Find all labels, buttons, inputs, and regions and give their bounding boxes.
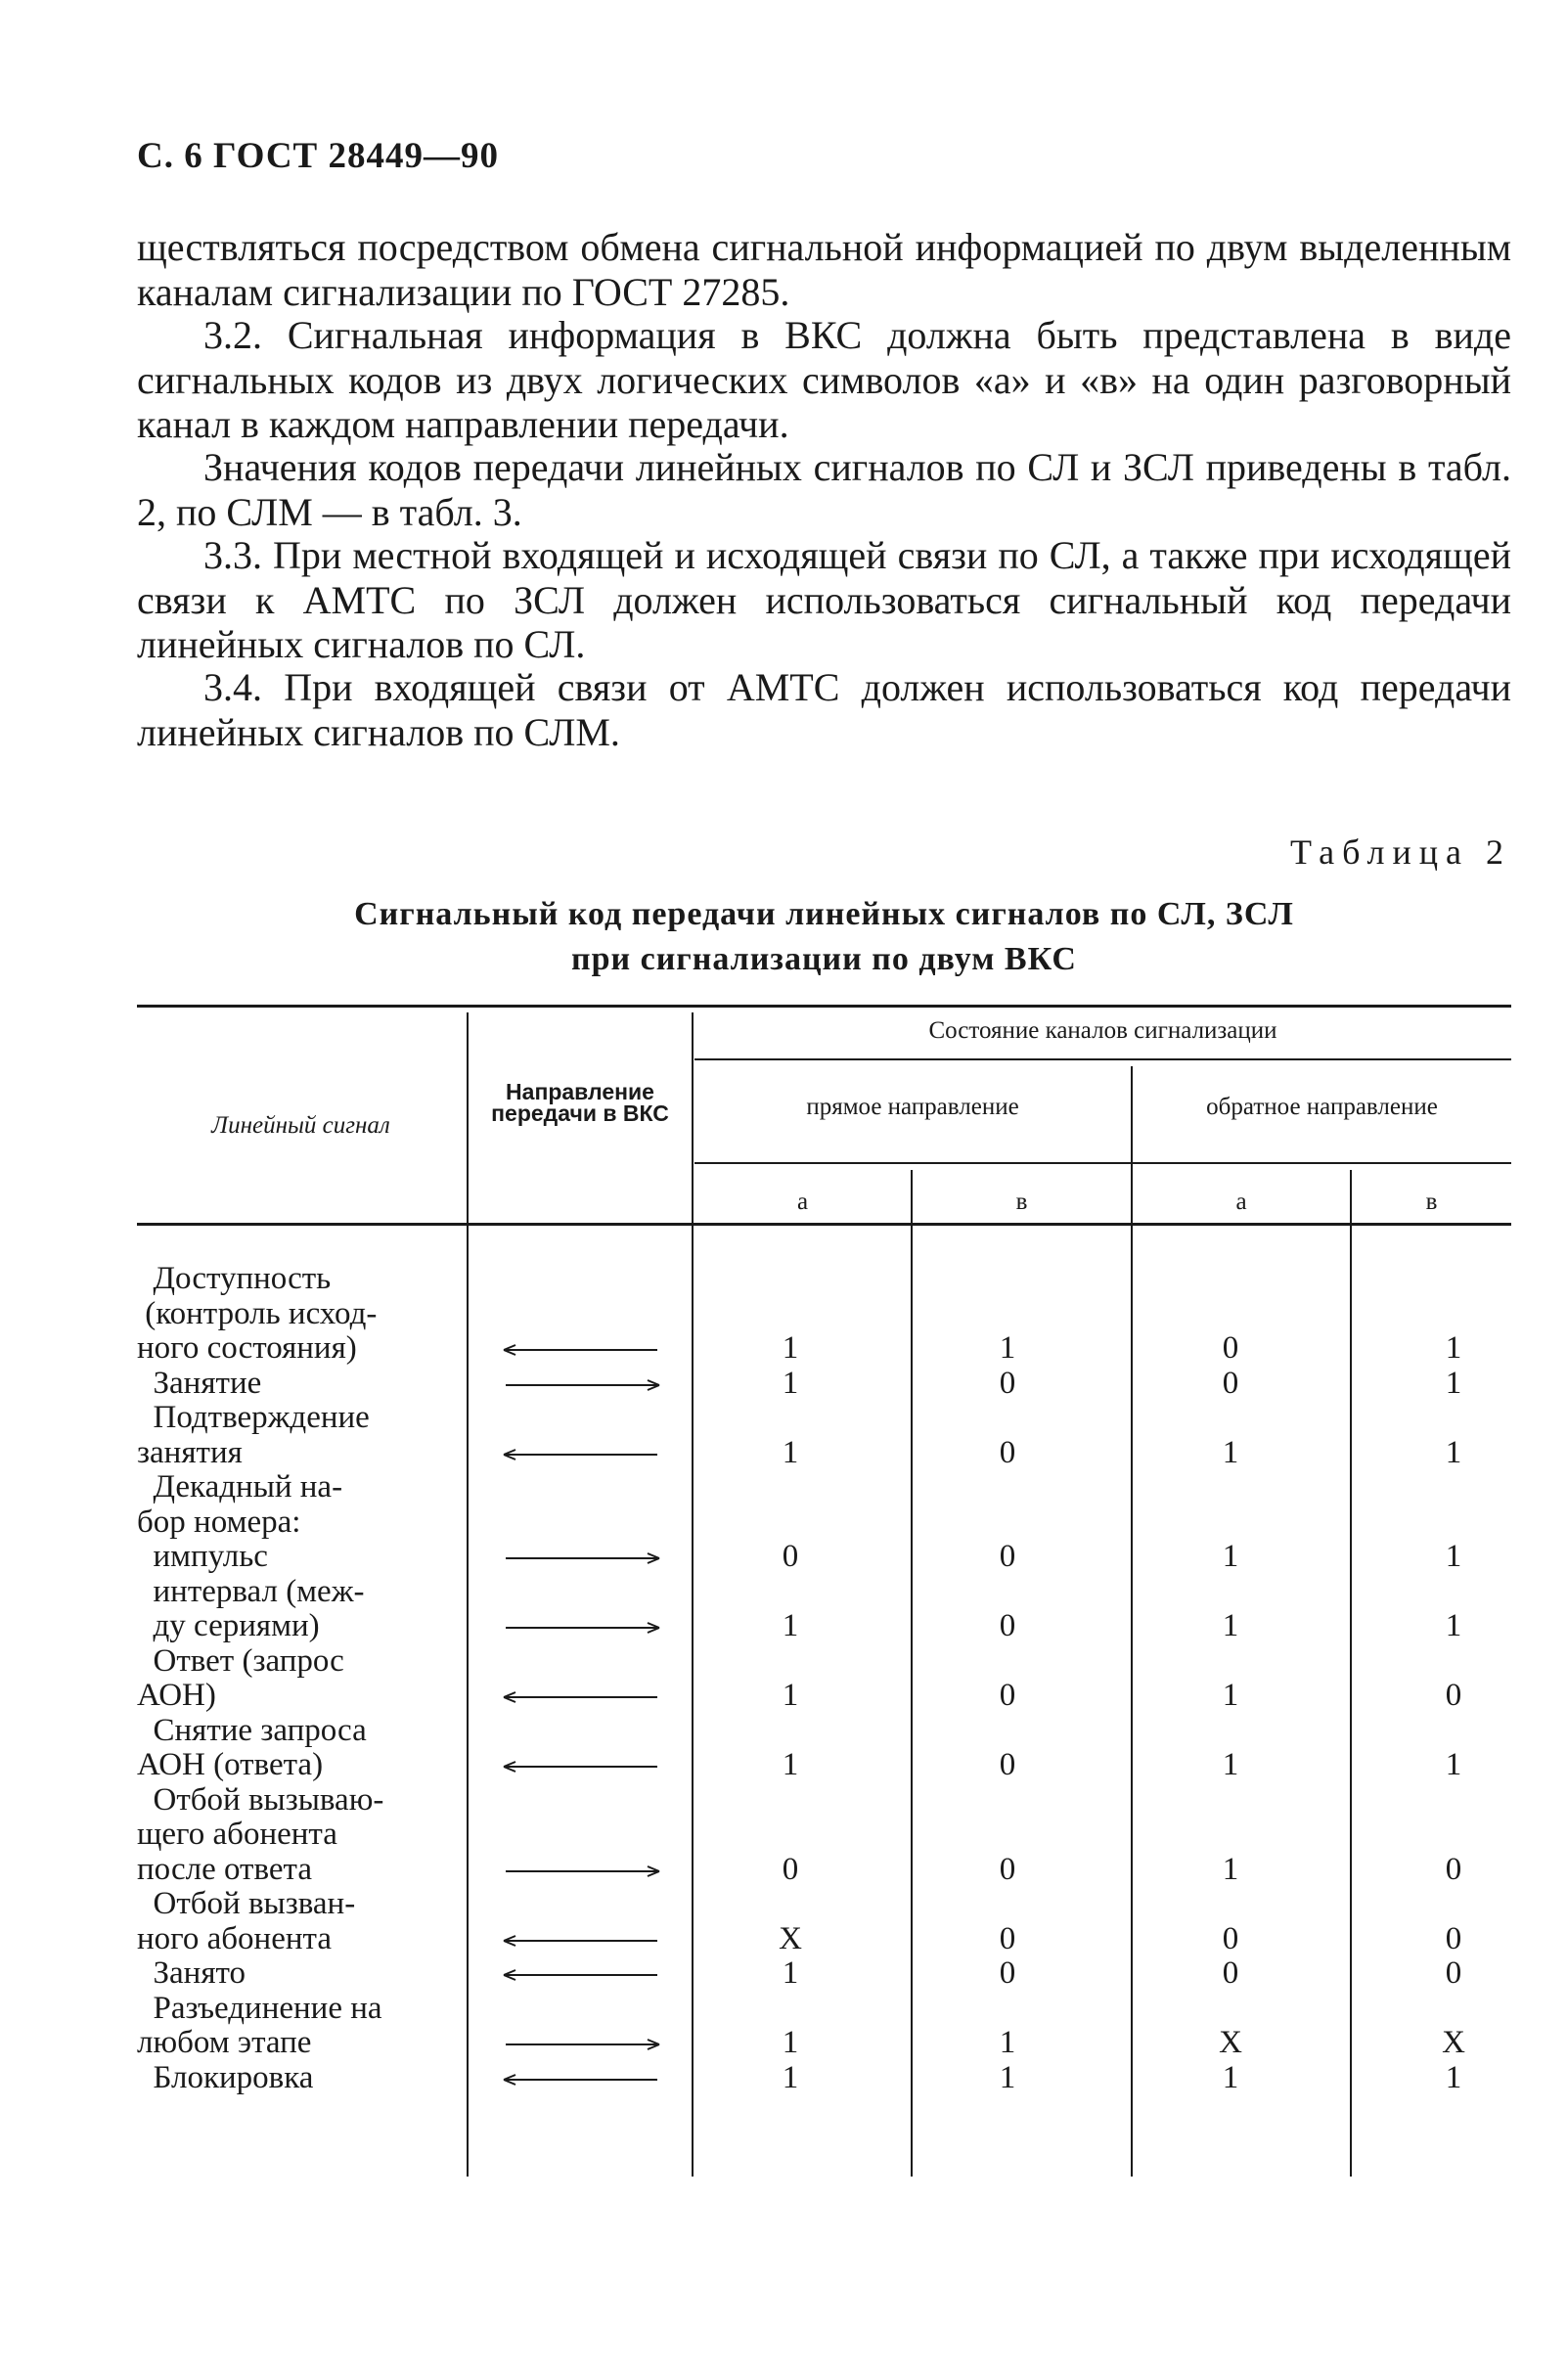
table-cell: 1 <box>1445 1434 1462 1470</box>
col-rule-a-b-backward <box>1350 1170 1352 2177</box>
row-label: Блокировка <box>137 2059 314 2095</box>
row-label: Занято <box>137 1955 246 1991</box>
table-cell: 0 <box>782 1851 799 1887</box>
table-cell: 1 <box>1445 1539 1462 1574</box>
header-a-forward: а <box>796 1189 809 1215</box>
row-label: Ответ (запрос АОН) <box>137 1642 344 1713</box>
table-cell: 0 <box>1445 1678 1462 1713</box>
arrow-right-icon <box>502 1549 661 1568</box>
table-cell: 1 <box>1222 1434 1239 1470</box>
table-cell: 0 <box>999 1434 1016 1470</box>
row-label: Отбой вызываю- щего абонента после ответа <box>137 1781 384 1887</box>
table-cell: 0 <box>782 1539 799 1574</box>
arrow-left-icon <box>502 1687 661 1707</box>
table-cell: 0 <box>1445 1851 1462 1887</box>
arrow-left-icon <box>502 1757 661 1776</box>
arrow-right-icon <box>502 1862 661 1881</box>
paragraph-3-4: 3.4. При входящей связи от АМТС должен использоваться код передачи линейных сигналов по СЛМ. <box>137 665 1511 754</box>
row-label: Занятие <box>137 1365 262 1401</box>
table-caption <box>137 892 1511 982</box>
header-b-forward: в <box>1015 1189 1028 1215</box>
arrow-right-icon <box>502 1375 661 1395</box>
row-label: Снятие запроса АОН (ответа) <box>137 1712 367 1782</box>
col-rule-1 <box>467 1012 469 2177</box>
table-cell: 1 <box>782 1434 799 1470</box>
table-cell: X <box>1219 2025 1242 2060</box>
table-cell: 1 <box>1222 1608 1239 1643</box>
col-rule-3 <box>1131 1066 1133 2177</box>
table-cell: 1 <box>999 2025 1016 2060</box>
table-caption-line-1: Сигнальный код передачи линейных сигналов по СЛ, ЗСЛ <box>354 896 1294 932</box>
table-caption-line-2: при сигнализации по двум ВКС <box>571 941 1077 977</box>
table-cell: 1 <box>782 1365 799 1401</box>
table-cell: 1 <box>999 2059 1016 2095</box>
table-cell: 1 <box>1445 2059 1462 2095</box>
row-label: Отбой вызван- ного абонента <box>137 1886 356 1956</box>
row-label: Декадный на- бор номера: импульс <box>137 1469 343 1574</box>
table-cell: 0 <box>1222 1920 1239 1956</box>
table-cell: 1 <box>1445 1330 1462 1366</box>
table-cell: 0 <box>1222 1365 1239 1401</box>
row-label: интервал (меж- ду сериями) <box>153 1573 365 1643</box>
table-cell: 0 <box>999 1365 1016 1401</box>
row-label: Подтверждение занятия <box>137 1400 370 1470</box>
table-cell: 1 <box>1445 1747 1462 1782</box>
paragraph-codes-ref: Значения кодов передачи линейных сигналов по СЛ и ЗСЛ приведены в табл. 2, по СЛМ — в табл. 3. <box>137 445 1511 534</box>
row-label: Разъединение на любом этапе <box>137 1990 382 2060</box>
table-cell: 1 <box>1222 2059 1239 2095</box>
table-cell: 1 <box>1222 1539 1239 1574</box>
table-cell: 1 <box>782 1678 799 1713</box>
table-cell: 1 <box>782 2025 799 2060</box>
header-direction: Направление передачи в ВКС <box>491 1079 669 1126</box>
arrow-left-icon <box>502 2070 661 2089</box>
table-cell: 0 <box>999 1851 1016 1887</box>
table-cell: 0 <box>1222 1330 1239 1366</box>
table-cell: 1 <box>1222 1851 1239 1887</box>
arrow-left-icon <box>502 1965 661 1985</box>
table-cell: 0 <box>1445 1955 1462 1991</box>
paragraph-1: ществляться посредством обмена сигнальной информацией по двум выделенным каналам сигнализации по ГОСТ 27285. <box>137 225 1511 314</box>
header-channel-state: Состояние каналов сигнализации <box>928 1017 1277 1044</box>
header-signal: Линейный сигнал <box>211 1112 390 1139</box>
header-a-backward: а <box>1235 1189 1247 1215</box>
arrow-left-icon <box>502 1931 661 1951</box>
table-cell: 0 <box>999 1539 1016 1574</box>
table-cell: 1 <box>782 1330 799 1366</box>
table-cell: 0 <box>999 1920 1016 1956</box>
table-cell: 0 <box>999 1747 1016 1782</box>
header-bottom-rule <box>137 1223 1511 1226</box>
arrow-left-icon <box>502 1445 661 1464</box>
arrow-left-icon <box>502 1340 661 1360</box>
table-cell: X <box>779 1920 802 1956</box>
table-top-rule <box>137 1005 1511 1008</box>
table-cell: X <box>1442 2025 1465 2060</box>
table-cell: 1 <box>782 2059 799 2095</box>
table-label: Таблица 2 <box>1290 832 1511 872</box>
table-cell: 0 <box>999 1678 1016 1713</box>
header-backward: обратное направление <box>1206 1094 1438 1120</box>
arrow-right-icon <box>502 2035 661 2054</box>
header-b-backward: в <box>1425 1189 1438 1215</box>
channel-state-divider <box>694 1058 1511 1060</box>
direction-divider <box>694 1162 1511 1164</box>
table-cell: 0 <box>999 1608 1016 1643</box>
table-cell: 0 <box>1445 1920 1462 1956</box>
paragraph-3-3: 3.3. При местной входящей и исходящей связи по СЛ, а также при исходящей связи к АМТС по ЗСЛ должен использоваться сигнальный код передачи линейных сигналов по СЛ. <box>137 533 1511 666</box>
table-cell: 1 <box>1222 1747 1239 1782</box>
arrow-right-icon <box>502 1618 661 1638</box>
table-cell: 1 <box>1445 1608 1462 1643</box>
col-rule-2 <box>692 1012 694 2177</box>
table-cell: 1 <box>782 1747 799 1782</box>
page-header: С. 6 ГОСТ 28449—90 <box>137 136 499 176</box>
table-cell: 1 <box>1222 1678 1239 1713</box>
table-cell: 1 <box>1445 1365 1462 1401</box>
col-rule-a-b-forward <box>911 1170 913 2177</box>
table-cell: 1 <box>782 1955 799 1991</box>
table-cell: 1 <box>782 1608 799 1643</box>
table-cell: 0 <box>1222 1955 1239 1991</box>
table-cell: 0 <box>999 1955 1016 1991</box>
paragraph-3-2: 3.2. Сигнальная информация в ВКС должна быть представлена в виде сигнальных кодов из двух логических символов «а» и «в» на один разговорный канал в каждом направлении передачи. <box>137 313 1511 446</box>
row-label: Доступность (контроль исход- ного состояния) <box>137 1261 378 1366</box>
table-cell: 1 <box>999 1330 1016 1366</box>
header-forward: прямое направление <box>806 1094 1019 1120</box>
